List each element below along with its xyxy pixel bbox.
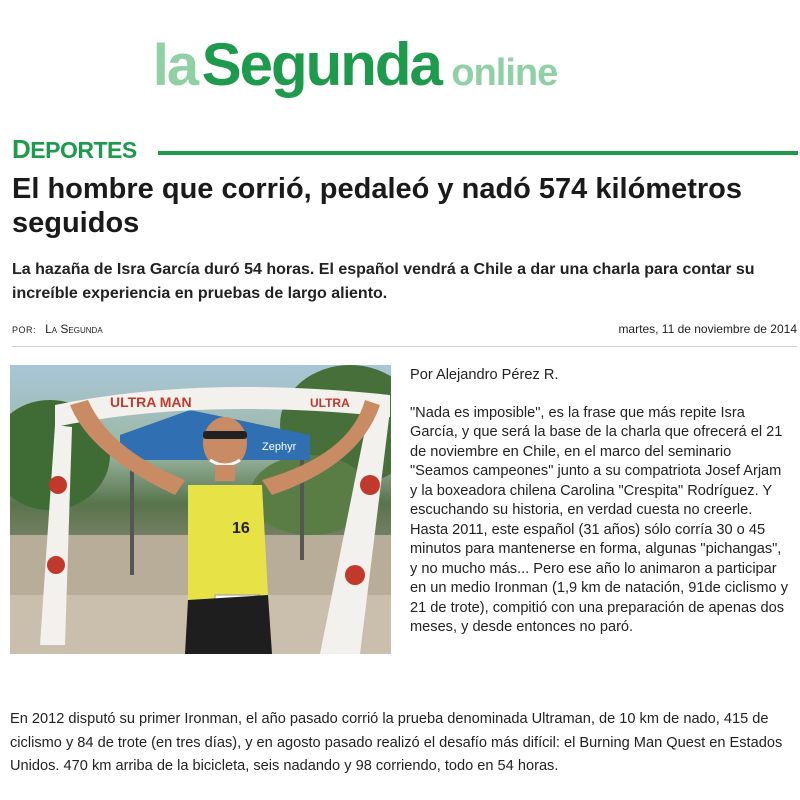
banner-text: ULTRA MAN: [110, 394, 192, 410]
section-rest: EPORTES: [30, 137, 137, 163]
article-author-line: Por Alejandro Pérez R.: [410, 367, 559, 383]
logo-online: online: [451, 52, 558, 94]
section-divider: [158, 151, 798, 155]
svg-text:ULTRA: ULTRA: [310, 396, 350, 410]
article-date: martes, 11 de noviembre de 2014: [618, 322, 797, 336]
article-paragraph-3: En 2012 disputó su primer Ironman, el año pasado corrió la prueba denominada Ultraman, de 10 km de nado, 415 de ciclismo y 84 de trote (en tres días), y en agosto pasado realizó el desafío más difícil: el Burning Man Quest en Estados Unidos. 470 km arriba de la bicicleta, seis nadando y 98 corriendo, todo en 54 horas.: [10, 711, 783, 774]
shirt-number: 16: [232, 520, 250, 537]
article-subhead: La hazaña de Isra García duró 54 horas. El español vendrá a Chile a dar una charla para contar su increíble experiencia en pruebas de largo aliento.: [12, 261, 755, 302]
logo-la: la: [152, 33, 198, 98]
article-paragraph-2: Hasta 2011, este español (31 años) sólo corría 30 o 45 minutos para mantenerse en forma, algunas "pichangas", y no mucho más... Pero ese año lo animaron a participar en un medio Ironman (1,9 km de natación, 91de ciclismo y 21 de trote), compitió con una preparación de apenas dos meses, y desde entonces no paró.: [410, 521, 789, 635]
byline-label: POR:: [12, 325, 37, 335]
section-first-letter: D: [12, 134, 31, 164]
byline-author: La Segunda: [45, 322, 103, 336]
logo-segunda: Segunda: [201, 31, 441, 98]
section-title[interactable]: [12, 134, 137, 165]
article-photo: [10, 365, 391, 654]
athlete-photo-illustration: [10, 365, 391, 654]
article-headline: El hombre que corrió, pedaleó y nadó 574 kilómetros seguidos: [12, 173, 743, 239]
byline: [12, 322, 103, 336]
masthead-logo[interactable]: [0, 30, 800, 99]
section-header: [12, 134, 798, 164]
tent-brand-text: Zephyr: [262, 441, 297, 453]
header-rule: [12, 346, 797, 347]
article-paragraph-1: "Nada es imposible", es la frase que más repite Isra García, y que será la base de la charla que ofrecerá el 21 de noviembre en Chile, en el marco del seminario "Seamos campeones" junto a su compatriota Josef Arjam y la boxeadora chilena Carolina "Crespita" Rodríguez. Y escuchando su historia, en verdad cuesta no creerle.: [410, 404, 783, 518]
article-body-column: [410, 366, 790, 638]
